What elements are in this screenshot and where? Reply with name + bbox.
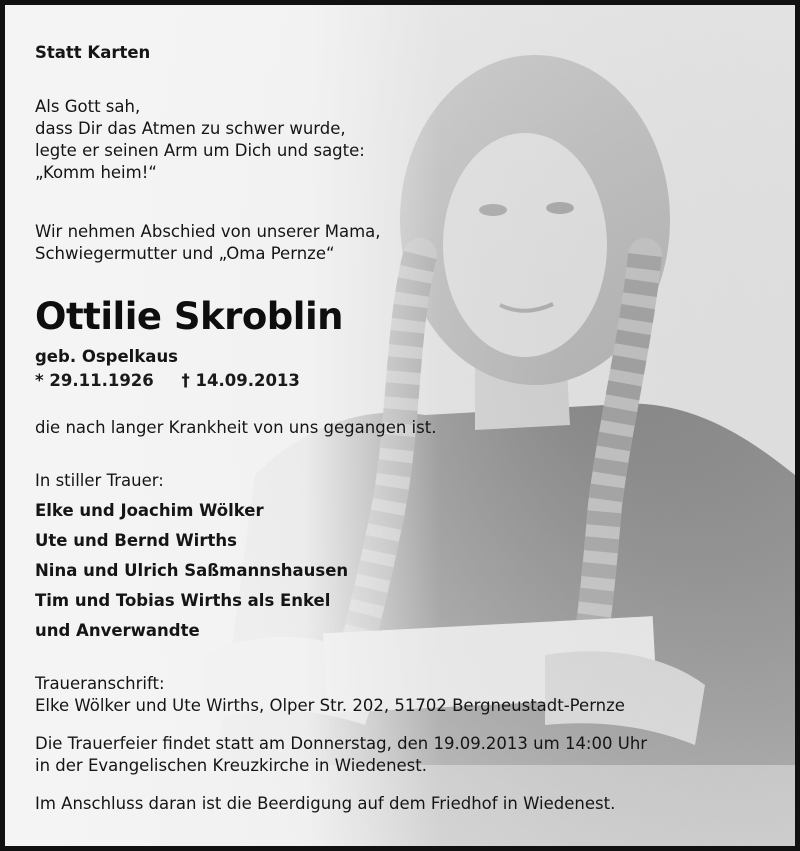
mourning-intro: In stiller Trauer: — [35, 471, 164, 490]
notice-text — [5, 5, 795, 846]
farewell-line: Schwiegermutter und „Oma Pernze“ — [35, 244, 335, 263]
poem-line: dass Dir das Atmen zu schwer wurde, — [35, 119, 346, 138]
address: Elke Wölker und Ute Wirths, Olper Str. 202, 51702 Bergneustadt-Pernze — [35, 696, 625, 715]
mourner-name: Tim und Tobias Wirths als Enkel — [35, 591, 331, 610]
life-dates — [35, 370, 300, 392]
burial-line: Im Anschluss daran ist die Beerdigung auf dem Friedhof in Wiedenest. — [35, 794, 616, 813]
mourner-name: Ute und Bernd Wirths — [35, 531, 237, 550]
ceremony-line: Die Trauerfeier findet statt am Donnerstag, den 19.09.2013 um 14:00 Uhr — [35, 734, 648, 753]
poem-line: legte er seinen Arm um Dich und sagte: — [35, 141, 365, 160]
mourner-name: und Anverwandte — [35, 621, 200, 640]
mourner-name: Elke und Joachim Wölker — [35, 501, 264, 520]
header-statt-karten: Statt Karten — [35, 43, 151, 62]
farewell-line: Wir nehmen Abschied von unserer Mama, — [35, 222, 381, 241]
birth-name: geb. Ospelkaus — [35, 347, 179, 366]
ceremony-line: in der Evangelischen Kreuzkirche in Wiedenest. — [35, 756, 427, 775]
illness-line: die nach langer Krankheit von uns gegangen ist. — [35, 418, 437, 437]
poem-line: Als Gott sah, — [35, 97, 141, 116]
birth-date: * 29.11.1926 — [35, 371, 154, 390]
death-date: † 14.09.2013 — [181, 371, 300, 390]
poem-line: „Komm heim!“ — [35, 163, 157, 182]
address-label: Traueranschrift: — [35, 674, 165, 693]
mourner-name: Nina und Ulrich Saßmannshausen — [35, 561, 349, 580]
deceased-name: Ottilie Skroblin — [35, 295, 343, 338]
